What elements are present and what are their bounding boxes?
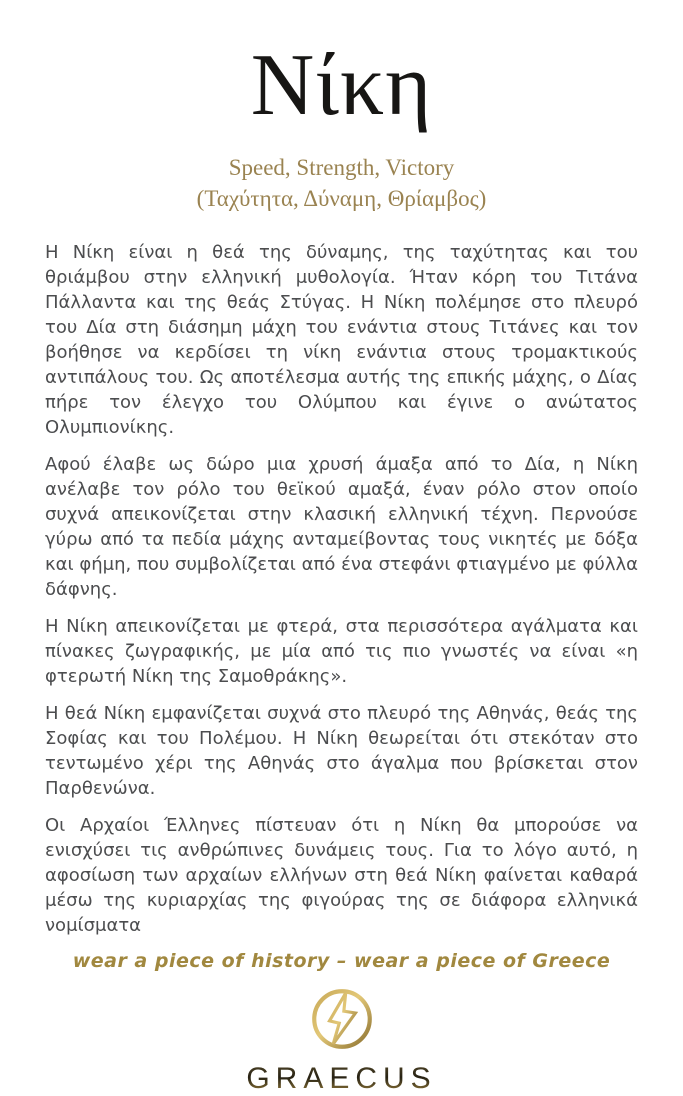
paragraph-coins: Οι Αρχαίοι Έλληνες πίστευαν ότι η Νίκη θα μπορούσε να ενισχύσει τις ανθρώπινες δυνάμεις τους. Για το λόγο αυτό, η αφοσίωση των αρχαίων ελλήνων στη θεά Νίκη φαίνεται καθαρά μέσω της κυριαρχίας της φιγούρας της σε διάφορα ελληνικά νομίσματα xyxy=(45,814,638,936)
description-text xyxy=(45,240,638,938)
subtitle-greek: (Ταχύτητα, Δύναμη, Θρίαμβος) xyxy=(196,185,487,211)
product-description-page xyxy=(0,34,683,1095)
paragraph-athena: Η θεά Νίκη εμφανίζεται συχνά στο πλευρό της Αθηνάς, θεάς της Σοφίας και του Πολέμου. Η Νίκη θεωρείται ότι στεκόταν στο τεντωμένο χέρι της Αθηνάς στο άγαλμα που βρίσκεται στον Παρθενώνα. xyxy=(45,702,638,799)
brand-logo xyxy=(0,982,683,1060)
paragraph-wings: Η Νίκη απεικονίζεται με φτερά, στα περισσότερα αγάλματα και πίνακες ζωγραφικής, με μία από τις πιο γνωστές να είναι «η φτερωτή Νίκη της Σαμοθράκης». xyxy=(45,615,638,687)
brand-name: GRAECUS xyxy=(0,1062,683,1096)
page-title: Νίκη xyxy=(250,37,433,134)
lightning-bolt-icon xyxy=(305,982,379,1056)
paragraph-mythology: Η Νίκη είναι η θεά της δύναμης, της ταχύτητας και του θριάμβου στην ελληνική μυθολογία. Ήταν κόρη του Τιτάνα Πάλλαντα και της θεάς Στύγας. Η Νίκη πολέμησε στο πλευρό του Δία στη διάσημη μάχη του ενάντια στους Τιτάνες και τον βοήθησε να κερδίσει τη νίκη ενάντια στους τρομακτικούς αντιπάλους του. Ως αποτέλεσμα αυτής της επικής μάχης, ο Δίας πήρε τον έλεγχο του Ολύμπου και έγινε ο ανώτατος Ολυμπιονίκης. xyxy=(45,241,638,438)
subtitle-english: Speed, Strength, Victory xyxy=(228,154,455,180)
subtitle xyxy=(0,152,683,214)
paragraph-chariot: Αφού έλαβε ως δώρο μια χρυσή άμαξα από το Δία, η Νίκη ανέλαβε τον ρόλο του θεϊκού αμαξά, έναν ρόλο στον οποίο συχνά απεικονίζεται στην κλασική ελληνική τέχνη. Περνούσε γύρω από τα πεδία μάχης ανταμείβοντας τους νικητές με δόξα και φήμη, που συμβολίζεται από ένα στεφάνι φτιαγμένο με φύλλα δάφνης. xyxy=(45,453,638,600)
brand-tagline: wear a piece of history – wear a piece of Greece xyxy=(72,949,611,972)
